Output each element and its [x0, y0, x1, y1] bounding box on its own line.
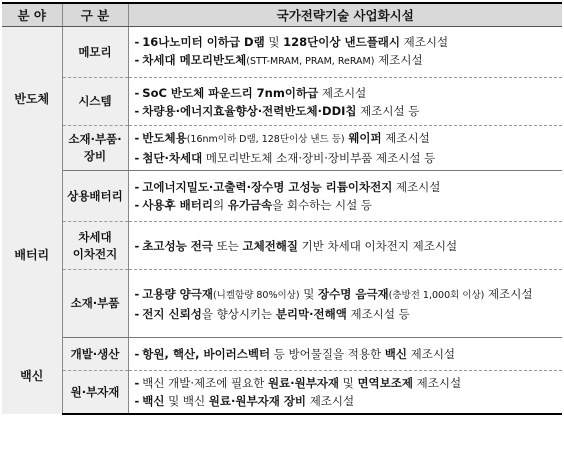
bold-text: SoC 반도체 파운드리 7nm이하급 [142, 85, 319, 100]
bullet-dash: - [134, 180, 140, 194]
bullet-dash: - [134, 394, 140, 408]
category-cell: 배터리 [2, 171, 62, 338]
bold-text: 차세대 메모리반도체 [142, 53, 247, 67]
text: 제조시설 [374, 53, 423, 67]
text: 제조시설 등 [356, 103, 420, 118]
bold-text: 항원, 핵산, 바이러스벡터 [142, 347, 271, 361]
category-cell: 반도체 [2, 27, 62, 171]
text: 제조시설 [306, 394, 355, 408]
bold-text: 첨단·차세대 [142, 151, 203, 165]
bullet-dash: - [134, 85, 140, 100]
facility-item [135, 129, 560, 149]
bold-text: 전지 신뢰성 [142, 306, 202, 321]
table-row [2, 338, 562, 371]
text: 메모리반도체 소재·장비·장비부품 제조시설 등 [202, 151, 436, 165]
text: 을 회수하는 시설 등 [272, 198, 372, 212]
text: 제조시설 [318, 85, 367, 100]
facility-description-cell [128, 126, 562, 171]
facility-item [135, 345, 560, 363]
header-category: 분 야 [2, 3, 62, 27]
header-facilities: 국가전략기술 사업화시설 [128, 3, 562, 27]
table-row [2, 171, 562, 222]
facility-item [135, 374, 560, 392]
subcategory-cell: 소재·부품· 장비 [62, 126, 128, 171]
facility-description-cell [128, 371, 562, 415]
facility-item [135, 237, 560, 255]
table-row [2, 371, 562, 415]
facility-description-cell [128, 78, 562, 126]
facilities-table [2, 2, 562, 415]
bullet-dash: - [134, 131, 140, 145]
category-cell: 백신 [2, 338, 62, 415]
text: 또는 [212, 238, 243, 253]
facility-item [135, 196, 560, 214]
text: 을 향상시키는 [201, 306, 276, 321]
table-row [2, 78, 562, 126]
facility-item [135, 84, 560, 102]
note-text: (16nm이하 D램, 128단이상 낸드 등) [186, 134, 345, 145]
text: 제조시설 등 [346, 306, 410, 321]
text: 등 방어물질을 적용한 [270, 347, 385, 361]
bold-text: 웨이퍼 [348, 131, 382, 145]
text: 제조시설 [381, 131, 430, 145]
facility-item [135, 149, 560, 167]
table-row [2, 27, 562, 78]
facility-description-cell [128, 171, 562, 222]
text: 제조시설 [406, 347, 456, 361]
facility-description-cell [128, 27, 562, 78]
bullet-dash: - [134, 151, 140, 165]
note-text: (충방전 1,000회 이상) [388, 289, 485, 301]
text: 의 [212, 198, 228, 212]
subcategory-cell: 상용배터리 [62, 171, 128, 222]
subcategory-cell: 시스템 [62, 78, 128, 126]
bold-text: 고에너지밀도·고출력·장수명 고성능 리튬이차전지 [142, 180, 393, 194]
bold-text: 면역보조제 [357, 376, 413, 390]
facility-item [135, 305, 560, 323]
text: 제조시설 [413, 376, 462, 390]
bullet-dash: - [134, 103, 140, 118]
bold-text: 초고성능 전극 [142, 238, 213, 253]
header-sub: 구 분 [62, 3, 128, 27]
bullet-dash: - [134, 53, 140, 67]
facility-description-cell [128, 222, 562, 270]
text: 및 백신 [164, 394, 209, 408]
text: 제조시설 [400, 35, 449, 49]
text: 백신 개발·제조에 필요한 [142, 376, 268, 390]
bold-text: 사용후 배터리 [142, 198, 213, 212]
bullet-dash: - [134, 35, 140, 49]
bullet-dash: - [134, 306, 140, 321]
bold-text: 16나노미터 이하급 D램 [142, 35, 265, 49]
bullet-dash: - [134, 376, 140, 390]
bold-text: 원료·원부자재 [268, 376, 340, 390]
text: 제조시설 [392, 180, 441, 194]
table-body [2, 27, 562, 415]
note-text: (니켈함량 80%이상) [212, 289, 300, 301]
bold-text: 차량용·에너지효율향상·전력반도체·DDI칩 [142, 103, 357, 118]
text: 및 [299, 286, 318, 301]
facility-item [135, 285, 560, 305]
facility-item [135, 102, 560, 120]
bold-text: 128단이상 낸드플래시 [283, 35, 401, 49]
subcategory-cell: 소재·부품 [62, 270, 128, 338]
bold-text: 백신 [384, 347, 407, 361]
facility-description-cell [128, 270, 562, 338]
subcategory-cell: 원·부자재 [62, 371, 128, 415]
text: 및 [339, 376, 358, 390]
bold-text: 유가금속 [227, 198, 273, 212]
facility-item [135, 51, 560, 71]
bold-text: 장수명 음극재 [318, 286, 389, 301]
facility-item [135, 178, 560, 196]
facility-item [135, 392, 560, 410]
bold-text: 반도체용 [142, 131, 187, 145]
table-header-row [2, 3, 562, 27]
bold-text: 원료·원부자재 장비 [208, 394, 307, 408]
bold-text: 분리막·전해액 [275, 306, 347, 321]
text: 및 [264, 35, 284, 49]
text: 제조시설 [484, 286, 533, 301]
text: 기반 차세대 이차전지 제조시설 [298, 238, 458, 253]
bullet-dash: - [134, 198, 140, 212]
bullet-dash: - [134, 347, 140, 361]
bold-text: 고용량 양극재 [142, 286, 213, 301]
subcategory-cell: 차세대 이차전지 [62, 222, 128, 270]
subcategory-cell: 개발·생산 [62, 338, 128, 371]
table-row [2, 270, 562, 338]
note-text: (STT-MRAM, PRAM, ReRAM) [246, 56, 375, 67]
facility-description-cell [128, 338, 562, 371]
table-row [2, 222, 562, 270]
bold-text: 고체전해질 [242, 238, 299, 253]
bold-text: 백신 [142, 394, 165, 408]
subcategory-cell: 메모리 [62, 27, 128, 78]
bullet-dash: - [134, 238, 140, 253]
facility-item [135, 33, 560, 51]
bullet-dash: - [134, 286, 140, 301]
table-row [2, 126, 562, 171]
